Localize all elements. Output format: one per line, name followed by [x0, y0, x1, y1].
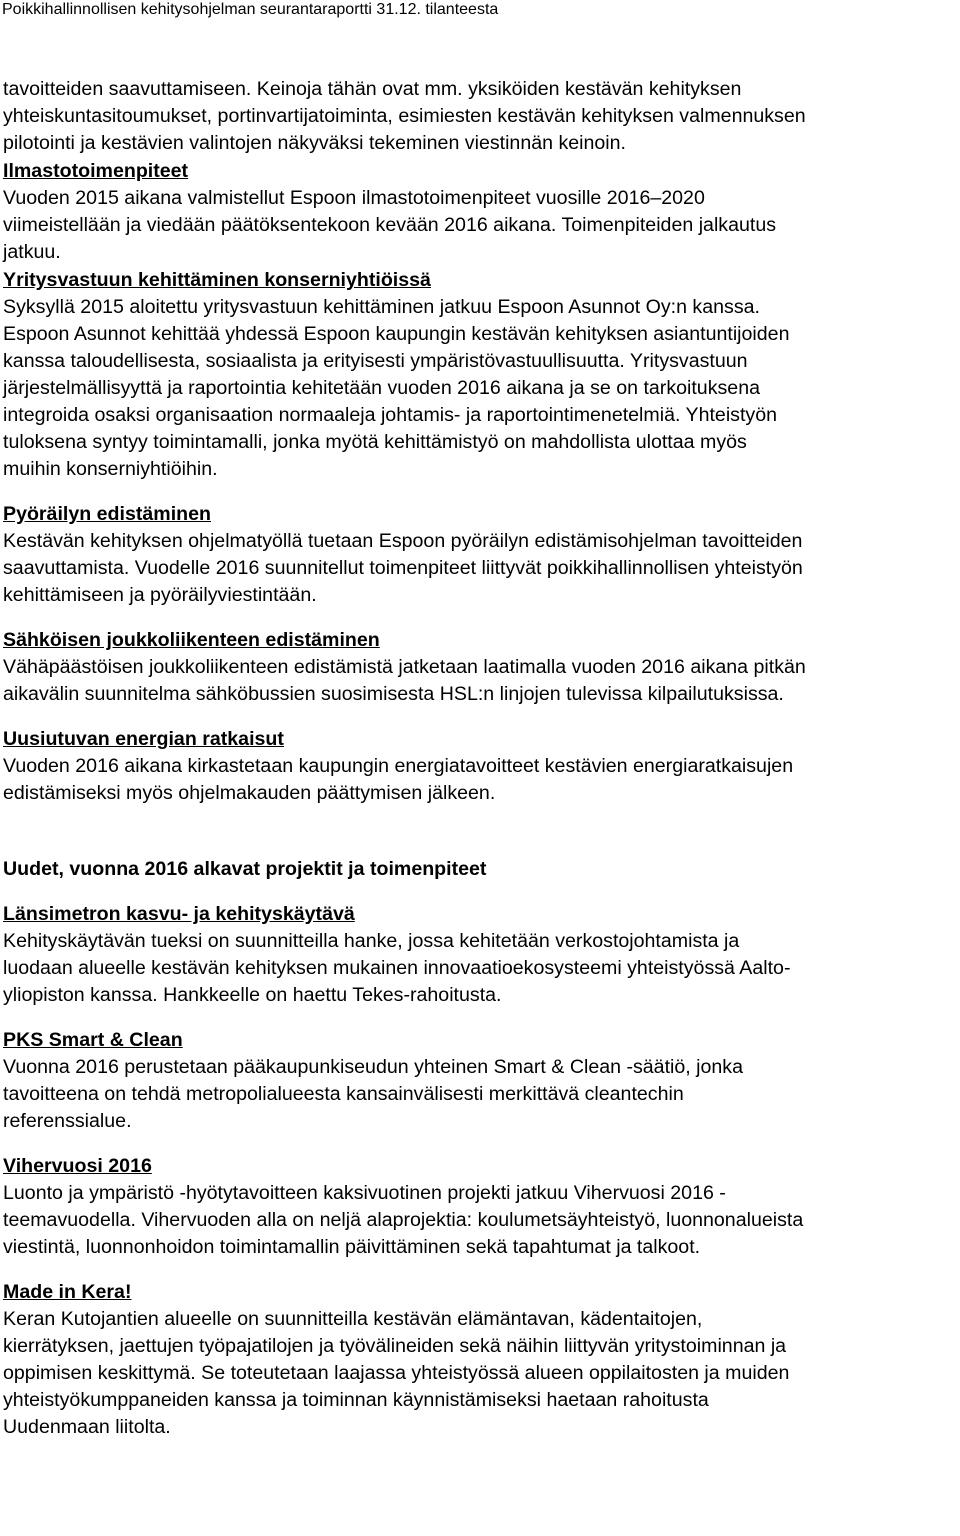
body-line: jatkuu.: [3, 241, 61, 263]
body-line: Espoon Asunnot kehittää yhdessä Espoon kaupungin kestävän kehityksen asiantuntijoiden: [3, 323, 790, 345]
body-line: Luonto ja ympäristö -hyötytavoitteen kaksivuotinen projekti jatkuu Vihervuosi 2016 -: [3, 1182, 726, 1204]
body-line: Keran Kutojantien alueelle on suunnitteilla kestävän elämäntavan, kädentaitojen,: [3, 1308, 703, 1330]
body-line: luodaan alueelle kestävän kehityksen mukainen innovaatioekosysteemi yhteistyössä Aalto-: [3, 957, 791, 979]
body-line: viimeistellään ja viedään päätöksentekoon kevään 2016 aikana. Toimenpiteiden jalkautus: [3, 214, 777, 236]
section-sahkoinen-joukkoliikenne: [3, 627, 959, 708]
body-line: saavuttamista. Vuodelle 2016 suunnitellut toimenpiteet liittyvät poikkihallinnollisen yhteistyön: [3, 557, 803, 579]
body-line: Syksyllä 2015 aloitettu yritysvastuun kehittäminen jatkuu Espoon Asunnot Oy:n kanssa.: [3, 296, 760, 318]
body-line: Vähäpäästöisen joukkoliikenteen edistämistä jatketaan laatimalla vuoden 2016 aikana pitkän: [3, 656, 806, 678]
intro-continuation: [3, 76, 959, 157]
body-line: yhteistyökumppaneiden kanssa ja toiminnan käynnistämiseksi haetaan rahoitusta: [3, 1389, 709, 1411]
body-line: Vuoden 2015 aikana valmistellut Espoon ilmastotoimenpiteet vuosille 2016–2020: [3, 187, 705, 209]
body-line: edistämiseksi myös ohjelmakauden päättymisen jälkeen.: [3, 782, 496, 804]
body-line: teemavuodella. Vihervuoden alla on neljä alaprojektia: koulumetsäyhteistyö, luonnonalueista: [3, 1209, 804, 1231]
body-line: kehittämiseen ja pyöräilyviestintään.: [3, 584, 317, 606]
section-ilmastotoimenpiteet: [3, 158, 959, 266]
section-heading: Vihervuosi 2016: [3, 1155, 152, 1177]
body-line: järjestelmällisyyttä ja raportointia kehitetään vuoden 2016 aikana ja se on tarkoituksena: [3, 377, 760, 399]
section-heading: PKS Smart & Clean: [3, 1029, 183, 1051]
section-uusiutuva-energia: [3, 726, 959, 807]
body-line: oppimisen keskittymä. Se toteutetaan laajassa yhteistyössä alueen oppilaitosten ja muiden: [3, 1362, 790, 1384]
section-lansimetro: [3, 901, 959, 1009]
body-line: tavoitteena on tehdä metropolialueesta kansainvälisesti merkittävä cleantechin: [3, 1083, 684, 1105]
body-line: viestintä, luonnonhoidon toimintamallin päivittäminen sekä tapahtumat ja talkoot.: [3, 1236, 701, 1258]
body-line: referenssialue.: [3, 1110, 132, 1132]
body-line: muihin konserniyhtiöihin.: [3, 458, 218, 480]
body-line: pilotointi ja kestävien valintojen näkyväksi tekeminen viestinnän keinoin.: [3, 132, 627, 154]
section-heading: Ilmastotoimenpiteet: [3, 160, 189, 182]
section-title: Uudet, vuonna 2016 alkavat projektit ja toimenpiteet: [3, 858, 487, 880]
document-body: [3, 76, 959, 1441]
body-line: aikavälin suunnitelma sähköbussien suosimisesta HSL:n linjojen tulevissa kilpailutuksissa.: [3, 683, 784, 705]
body-line: Vuonna 2016 perustetaan pääkaupunkiseudun yhteinen Smart & Clean -säätiö, jonka: [3, 1056, 743, 1078]
section-heading: Made in Kera!: [3, 1281, 132, 1303]
section-heading: Sähköisen joukkoliikenteen edistäminen: [3, 629, 380, 651]
section-uudet-projektit: [3, 856, 959, 883]
body-line: yliopiston kanssa. Hankkeelle on haettu Tekes-rahoitusta.: [3, 984, 502, 1006]
section-pks-smart-clean: [3, 1027, 959, 1135]
section-heading: Yritysvastuun kehittäminen konserniyhtiöissä: [3, 269, 431, 291]
body-line: Kestävän kehityksen ohjelmatyöllä tuetaan Espoon pyöräilyn edistämisohjelman tavoitteiden: [3, 530, 803, 552]
body-line: kierrätyksen, jaettujen työpajatilojen ja työvälineiden sekä näihin liittyvän yritystoiminnan ja: [3, 1335, 787, 1357]
body-line: tavoitteiden saavuttamiseen. Keinoja tähän ovat mm. yksiköiden kestävän kehityksen: [3, 78, 742, 100]
body-line: tuloksena syntyy toimintamalli, jonka myötä kehittämistyö on mahdollista ulottaa myös: [3, 431, 747, 453]
body-line: Vuoden 2016 aikana kirkastetaan kaupungin energiatavoitteet kestävien energiaratkaisujen: [3, 755, 794, 777]
section-heading: Uusiutuvan energian ratkaisut: [3, 728, 284, 750]
body-line: kanssa taloudellisesta, sosiaalista ja erityisesti ympäristövastuullisuutta. Yritysvastuun: [3, 350, 748, 372]
section-heading: Länsimetron kasvu- ja kehityskäytävä: [3, 903, 355, 925]
section-heading: Pyöräilyn edistäminen: [3, 503, 211, 525]
body-line: yhteiskuntasitoumukset, portinvartijatoiminta, esimiesten kestävän kehityksen valmennuksen: [3, 105, 806, 127]
running-header: Poikkihallinnollisen kehitysohjelman seurantaraportti 31.12. tilanteesta: [2, 1, 499, 18]
section-yritysvastuu: [3, 267, 959, 483]
body-line: Uudenmaan liitolta.: [3, 1416, 171, 1438]
body-line: integroida osaksi organisaation normaaleja johtamis- ja raportointimenetelmiä. Yhteistyön: [3, 404, 778, 426]
section-made-in-kera: [3, 1279, 959, 1441]
section-pyorailyn-edistaminen: [3, 501, 959, 609]
body-line: Kehityskäytävän tueksi on suunnitteilla hanke, jossa kehitetään verkostojohtamista ja: [3, 930, 740, 952]
section-vihervuosi: [3, 1153, 959, 1261]
